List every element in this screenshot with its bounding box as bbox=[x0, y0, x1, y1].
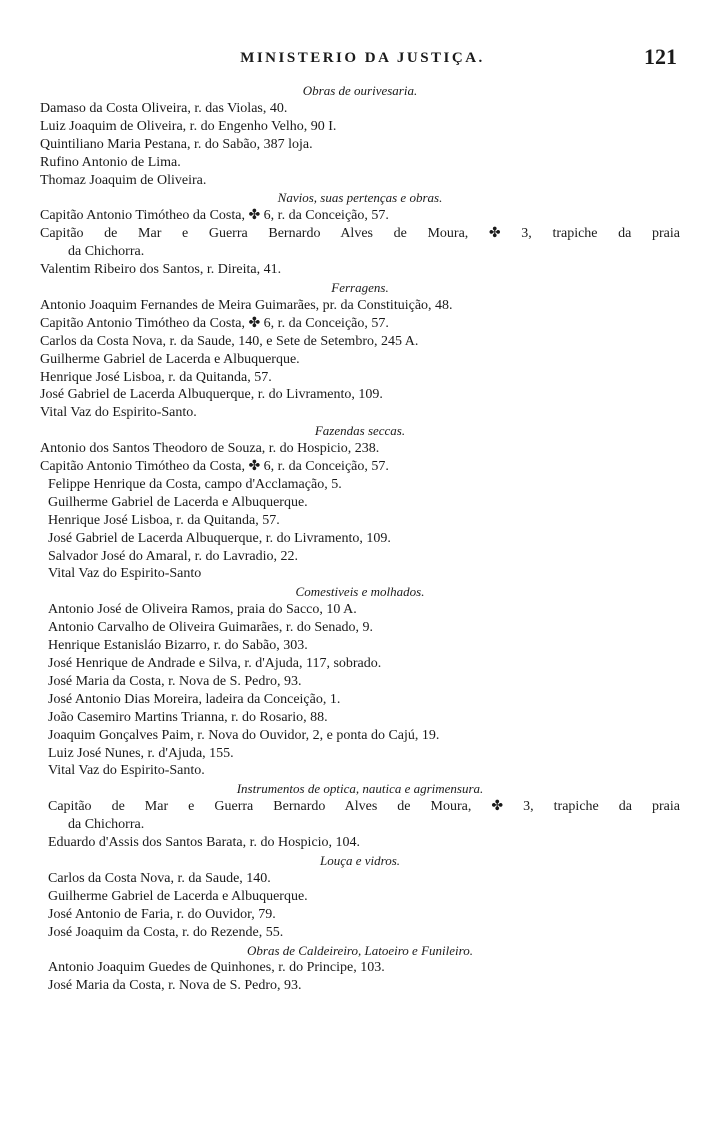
list-item: Quintiliano Maria Pestana, r. do Sabão, 387 loja. bbox=[40, 136, 313, 152]
list-item: Henrique José Lisboa, r. da Quitanda, 57. bbox=[48, 512, 280, 528]
list-item: Luiz José Nunes, r. d'Ajuda, 155. bbox=[48, 745, 234, 761]
list-item: Vital Vaz do Espirito-Santo. bbox=[40, 405, 197, 421]
list-item: Rufino Antonio de Lima. bbox=[40, 154, 181, 170]
section-heading-comestiveis: Comestiveis e molhados. bbox=[295, 584, 425, 600]
list-item: José Antonio Dias Moreira, ladeira da Conceição, 1. bbox=[48, 691, 341, 707]
list-item: Vital Vaz do Espirito-Santo bbox=[48, 566, 202, 582]
list-item: Guilherme Gabriel de Lacerda e Albuquerque. bbox=[40, 351, 300, 367]
list-item: Vital Vaz do Espirito-Santo. bbox=[48, 763, 205, 779]
list-item: Eduardo d'Assis dos Santos Barata, r. do Hospicio, 104. bbox=[48, 835, 361, 851]
body-text bbox=[40, 82, 680, 995]
section-heading-instrumentos: Instrumentos de optica, nautica e agrimensura. bbox=[236, 781, 484, 797]
section-heading-louca: Louça e vidros. bbox=[319, 852, 401, 868]
list-item: Capitão de Mar e Guerra Bernardo Alves de Moura, ✤ 3, trapiche da praia bbox=[40, 226, 680, 242]
list-item: José Antonio de Faria, r. do Ouvidor, 79. bbox=[48, 906, 276, 922]
list-item: Antonio Joaquim Fernandes de Meira Guimarães, pr. da Constituição, 48. bbox=[40, 297, 453, 313]
section-heading-fazendas: Fazendas seccas. bbox=[314, 423, 406, 439]
list-item: Luiz Joaquim de Oliveira, r. do Engenho Velho, 90 I. bbox=[40, 118, 337, 134]
list-item-continuation: da Chichorra. bbox=[68, 817, 145, 833]
list-item: Thomaz Joaquim de Oliveira. bbox=[40, 172, 207, 188]
list-item: Capitão Antonio Timótheo da Costa, ✤ 6, r. da Conceição, 57. bbox=[40, 315, 389, 331]
list-item: José Gabriel de Lacerda Albuquerque, r. do Livramento, 109. bbox=[48, 530, 391, 546]
list-item: Guilherme Gabriel de Lacerda e Albuquerque. bbox=[48, 888, 308, 904]
list-item: Joaquim Gonçalves Paim, r. Nova do Ouvidor, 2, e ponta do Cajú, 19. bbox=[48, 727, 440, 743]
list-item: José Gabriel de Lacerda Albuquerque, r. do Livramento, 109. bbox=[40, 387, 383, 403]
section-heading-ferragens: Ferragens. bbox=[331, 279, 389, 295]
list-item: Capitão Antonio Timótheo da Costa, ✤ 6, r. da Conceição, 57. bbox=[40, 208, 389, 224]
list-item: José Henrique de Andrade e Silva, r. d'Ajuda, 117, sobrado. bbox=[48, 656, 382, 671]
list-item: Salvador José do Amaral, r. do Lavradio, 22. bbox=[48, 548, 299, 564]
list-item: Carlos da Costa Nova, r. da Saude, 140. bbox=[48, 870, 271, 886]
list-item: Guilherme Gabriel de Lacerda e Albuquerque. bbox=[48, 494, 308, 510]
running-title: MINISTERIO DA JUSTIÇA. bbox=[240, 50, 485, 66]
list-item: Felippe Henrique da Costa, campo d'Acclamação, 5. bbox=[48, 476, 342, 492]
list-item: Damaso da Costa Oliveira, r. das Violas, 40. bbox=[40, 100, 288, 116]
list-item: Antonio Carvalho de Oliveira Guimarães, r. do Senado, 9. bbox=[48, 620, 374, 636]
list-item-continuation: da Chichorra. bbox=[68, 244, 145, 260]
list-item: Antonio José de Oliveira Ramos, praia do Sacco, 10 A. bbox=[48, 602, 357, 618]
running-head bbox=[40, 46, 685, 76]
section-heading-caldeireiro: Obras de Caldeireiro, Latoeiro e Funileiro. bbox=[247, 942, 473, 958]
list-item: Henrique José Lisboa, r. da Quitanda, 57. bbox=[40, 369, 272, 385]
list-item: José Maria da Costa, r. Nova de S. Pedro, 93. bbox=[48, 673, 302, 689]
list-item: José Joaquim da Costa, r. do Rezende, 55. bbox=[48, 924, 284, 940]
list-item: José Maria da Costa, r. Nova de S. Pedro, 93. bbox=[48, 978, 302, 994]
section-heading-navios: Navios, suas pertenças e obras. bbox=[277, 190, 443, 206]
list-item: João Casemiro Martins Trianna, r. do Rosario, 88. bbox=[48, 709, 328, 725]
list-item: Antonio dos Santos Theodoro de Souza, r. do Hospicio, 238. bbox=[40, 441, 380, 457]
page-number: 121 bbox=[644, 44, 677, 69]
list-item: Capitão de Mar e Guerra Bernardo Alves de Moura, ✤ 3, trapiche da praia bbox=[48, 799, 680, 815]
list-item: Carlos da Costa Nova, r. da Saude, 140, e Sete de Setembro, 245 A. bbox=[40, 333, 419, 349]
section-heading-ourivesaria: Obras de ourivesaria. bbox=[302, 83, 418, 98]
list-item: Capitão Antonio Timótheo da Costa, ✤ 6, r. da Conceição, 57. bbox=[40, 459, 389, 475]
list-item: Valentim Ribeiro dos Santos, r. Direita, 41. bbox=[40, 262, 282, 278]
list-item: Antonio Joaquim Guedes de Quinhones, r. do Principe, 103. bbox=[48, 960, 385, 976]
list-item: Henrique Estanisláo Bizarro, r. do Sabão, 303. bbox=[48, 638, 308, 654]
